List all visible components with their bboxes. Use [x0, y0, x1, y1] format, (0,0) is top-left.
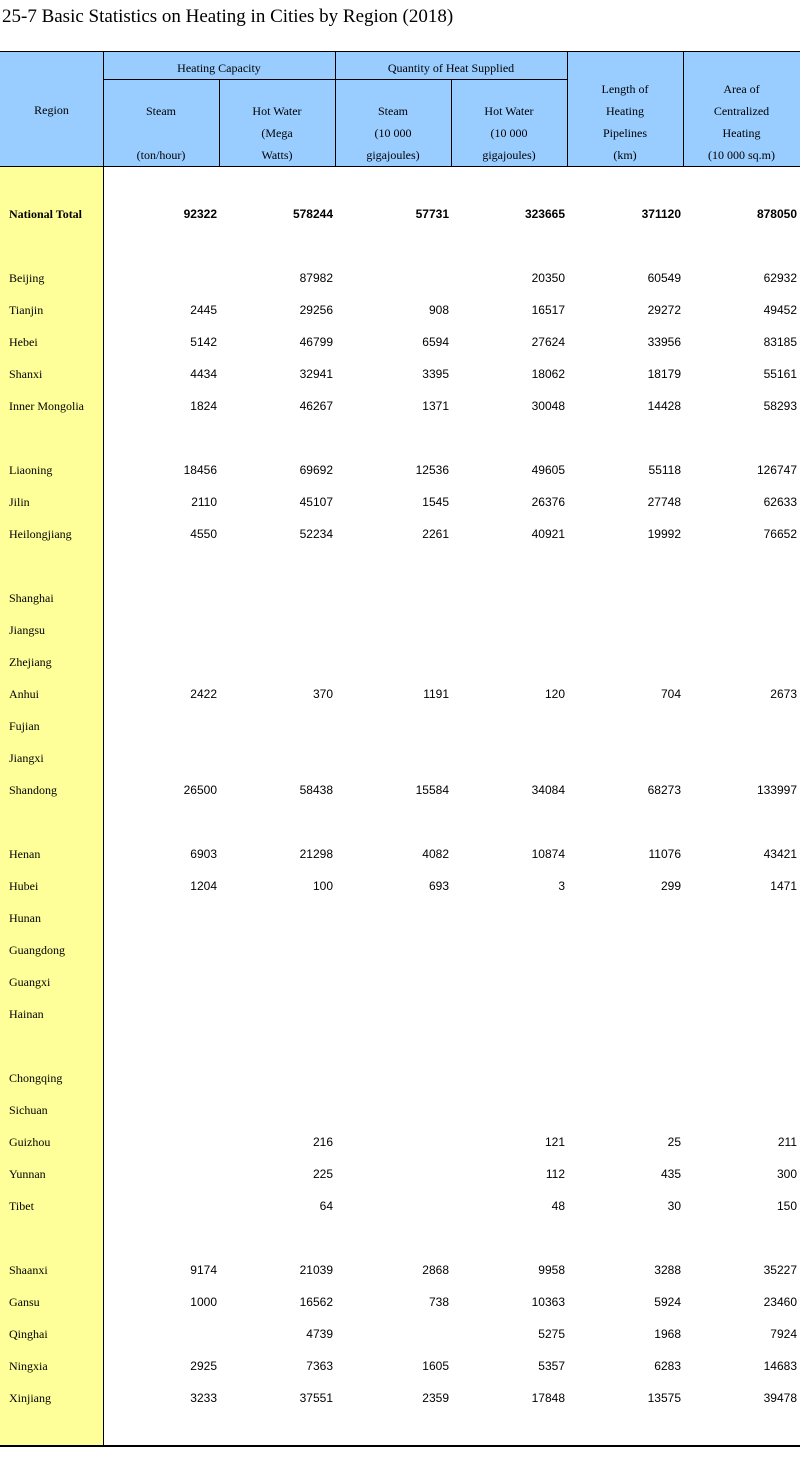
table-cell: 46799 [299, 335, 333, 349]
table-cell: 6903 [190, 847, 217, 861]
row-region-label: Shanghai [9, 591, 54, 605]
table-cell: 68273 [647, 783, 681, 797]
table-cell: 87982 [299, 271, 333, 285]
row-region-label: Qinghai [9, 1327, 48, 1341]
table-cell: 4550 [190, 527, 217, 541]
table-cell: 49452 [763, 303, 797, 317]
table-cell: 58438 [299, 783, 333, 797]
table-cell: 11076 [648, 847, 681, 861]
table-row [0, 1286, 800, 1318]
table-row [0, 998, 800, 1030]
table-row [0, 774, 800, 806]
table-cell: 12536 [415, 463, 449, 477]
table-row [0, 678, 800, 710]
row-region-label: Tibet [9, 1199, 34, 1213]
header-heating-area: Area of Centralized Heating (10 000 sq.m) [708, 82, 775, 162]
table-row [0, 1318, 800, 1350]
group-header-underline [103, 79, 567, 80]
table-cell: 30048 [531, 399, 565, 413]
row-region-label: Guangdong [9, 943, 65, 957]
table-cell: 21298 [299, 847, 333, 861]
table-cell: 15584 [415, 783, 449, 797]
row-region-label: Xinjiang [9, 1391, 51, 1405]
table-cell: 9174 [190, 1263, 217, 1277]
table-cell: 37551 [299, 1391, 333, 1405]
table-cell: 69692 [299, 463, 333, 477]
row-region-label: Hebei [9, 335, 38, 349]
row-region-label: Shaanxi [9, 1263, 48, 1277]
header-quantity-hot-water: Hot Water (10 000 gigajoules) [482, 104, 536, 162]
row-region-label: Ningxia [9, 1359, 48, 1373]
table-cell: 100 [312, 879, 333, 893]
table-cell: 57731 [415, 207, 449, 221]
table-cell: 26500 [183, 783, 217, 797]
page-title: 25-7 Basic Statistics on Heating in Cities by Region (2018) [2, 6, 454, 27]
table-cell: 14683 [763, 1359, 797, 1373]
table-cell: 121 [544, 1135, 565, 1149]
table-row [0, 1158, 800, 1190]
row-region-label: Zhejiang [9, 655, 52, 669]
table-cell: 64 [319, 1199, 333, 1213]
table-cell: 1605 [422, 1359, 449, 1373]
row-region-label: Jiangsu [9, 623, 45, 637]
header-group-heat-supplied: Quantity of Heat Supplied [387, 61, 515, 75]
table-cell: 76652 [763, 527, 797, 541]
table-cell: 10874 [531, 847, 565, 861]
table-cell: 112 [545, 1167, 565, 1181]
table-cell: 29272 [647, 303, 681, 317]
table-cell: 5357 [538, 1359, 565, 1373]
table-cell: 6594 [422, 335, 449, 349]
header-bottom-border [0, 166, 800, 167]
table-row [0, 742, 800, 774]
table-cell: 83185 [763, 335, 797, 349]
table-cell: 1824 [190, 399, 217, 413]
table-cell: 29256 [299, 303, 333, 317]
table-cell: 150 [776, 1199, 797, 1213]
table-row [0, 1350, 800, 1382]
table-row [0, 262, 800, 294]
table-cell: 1371 [422, 399, 449, 413]
table-cell: 33956 [647, 335, 681, 349]
row-region-label: Chongqing [9, 1071, 63, 1085]
table-cell: 693 [428, 879, 449, 893]
header-pipeline-length: Length of Heating Pipelines (km) [601, 82, 649, 162]
header-capacity-hot-water: Hot Water (Mega Watts) [252, 104, 302, 162]
table-cell: 19992 [647, 527, 681, 541]
table-row [0, 518, 800, 550]
table-row [0, 1094, 800, 1126]
table-cell: 49605 [531, 463, 565, 477]
table-cell: 1968 [654, 1327, 681, 1341]
table-cell: 908 [428, 303, 449, 317]
table-cell: 4739 [306, 1327, 333, 1341]
table-cell: 45107 [299, 495, 333, 509]
table-row [0, 1254, 800, 1286]
table-cell: 16562 [299, 1295, 333, 1309]
table-cell: 3288 [654, 1263, 681, 1277]
table-cell: 1191 [423, 687, 449, 701]
table-cell: 2673 [770, 687, 797, 701]
row-region-label: Anhui [9, 687, 39, 701]
row-region-label: Yunnan [9, 1167, 46, 1181]
table-cell: 58293 [763, 399, 797, 413]
table-row [0, 582, 800, 614]
table-cell: 10363 [531, 1295, 565, 1309]
table-cell: 1000 [190, 1295, 217, 1309]
table-cell: 40921 [531, 527, 565, 541]
table-cell: 435 [660, 1167, 681, 1181]
table-cell: 370 [312, 687, 333, 701]
table-cell: 371120 [641, 207, 681, 221]
table-cell: 3 [558, 879, 565, 893]
table-cell: 27624 [531, 335, 565, 349]
table-cell: 878050 [756, 207, 797, 221]
table-cell: 2359 [422, 1391, 449, 1405]
row-region-label: National Total [9, 207, 83, 221]
table-cell: 4082 [422, 847, 449, 861]
table-cell: 9958 [538, 1263, 565, 1277]
row-region-label: Gansu [9, 1295, 40, 1309]
row-region-label: Guizhou [9, 1135, 51, 1149]
row-region-label: Hunan [9, 911, 41, 925]
table-cell: 2261 [422, 527, 449, 541]
table-cell: 1545 [422, 495, 449, 509]
table-cell: 17848 [531, 1391, 565, 1405]
table-cell: 2110 [191, 495, 217, 509]
table-row [0, 390, 800, 422]
table-cell: 14428 [647, 399, 681, 413]
table-cell: 299 [660, 879, 681, 893]
header-capacity-steam: Steam (ton/hour) [136, 104, 186, 162]
row-region-label: Shandong [9, 783, 57, 797]
row-region-label: Fujian [9, 719, 40, 733]
table-bottom-border [0, 1445, 800, 1447]
table-cell: 5142 [190, 335, 217, 349]
table-cell: 3395 [422, 367, 449, 381]
row-region-label: Hubei [9, 879, 39, 893]
table-cell: 46267 [299, 399, 333, 413]
row-region-label: Henan [9, 847, 41, 861]
table-row [0, 1062, 800, 1094]
table-cell: 18062 [531, 367, 565, 381]
table-cell: 120 [544, 687, 565, 701]
table-cell: 225 [312, 1167, 333, 1181]
table-cell: 211 [777, 1135, 797, 1149]
table-row [0, 486, 800, 518]
table-row [0, 646, 800, 678]
table-cell: 52234 [299, 527, 333, 541]
table-cell: 323665 [524, 207, 565, 221]
table-cell: 1471 [770, 879, 797, 893]
header-quantity-steam: Steam (10 000 gigajoules) [366, 104, 420, 162]
table-cell: 35227 [763, 1263, 797, 1277]
table-cell: 738 [428, 1295, 449, 1309]
table-top-border [0, 51, 800, 52]
table-row [0, 710, 800, 742]
table-cell: 2868 [422, 1263, 449, 1277]
row-region-label: Beijing [9, 271, 45, 285]
row-region-label: Jilin [9, 495, 30, 509]
row-region-label: Tianjin [9, 303, 44, 317]
table-cell: 13575 [647, 1391, 681, 1405]
table-row [0, 1382, 800, 1414]
table-cell: 60549 [647, 271, 681, 285]
table-cell: 133997 [756, 783, 797, 797]
table-cell: 4434 [190, 367, 217, 381]
table-cell: 39478 [763, 1391, 797, 1405]
table-cell: 62932 [763, 271, 797, 285]
row-region-label: Jiangxi [9, 751, 44, 765]
table-cell: 7363 [306, 1359, 333, 1373]
table-row [0, 870, 800, 902]
table-cell: 27748 [647, 495, 681, 509]
table-cell: 48 [551, 1199, 565, 1213]
table-cell: 25 [667, 1135, 681, 1149]
table-cell: 55161 [763, 367, 797, 381]
row-region-label: Heilongjiang [9, 527, 72, 541]
table-row [0, 454, 800, 486]
table-row [0, 966, 800, 998]
table-row [0, 198, 800, 230]
table-row [0, 326, 800, 358]
table-cell: 2422 [190, 687, 217, 701]
table-cell: 7924 [770, 1327, 797, 1341]
table-row [0, 614, 800, 646]
table-cell: 92322 [183, 207, 217, 221]
table-cell: 18179 [647, 367, 681, 381]
table-cell: 23460 [763, 1295, 797, 1309]
table-cell: 43421 [763, 847, 797, 861]
table-cell: 32941 [299, 367, 333, 381]
table-cell: 578244 [292, 207, 333, 221]
header-region: Region [34, 103, 69, 117]
table-cell: 30 [667, 1199, 681, 1213]
table-cell: 2445 [190, 303, 217, 317]
table-cell: 16517 [531, 303, 565, 317]
table-cell: 55118 [648, 463, 681, 477]
table-cell: 2925 [190, 1359, 217, 1373]
table-cell: 5275 [538, 1327, 565, 1341]
header-group-heating-capacity: Heating Capacity [177, 61, 261, 75]
table-cell: 300 [776, 1167, 797, 1181]
table-row [0, 358, 800, 390]
table-cell: 20350 [531, 271, 565, 285]
table-row [0, 934, 800, 966]
table-cell: 3233 [190, 1391, 217, 1405]
table-row [0, 1126, 800, 1158]
table-cell: 6283 [654, 1359, 681, 1373]
row-region-label: Inner Mongolia [9, 399, 84, 413]
table-row [0, 1190, 800, 1222]
table-cell: 34084 [531, 783, 565, 797]
table-cell: 216 [312, 1135, 333, 1149]
table-row [0, 902, 800, 934]
row-region-label: Hainan [9, 1007, 44, 1021]
table-cell: 18456 [183, 463, 217, 477]
table-row [0, 838, 800, 870]
table-cell: 26376 [531, 495, 565, 509]
row-region-label: Shanxi [9, 367, 43, 381]
table-cell: 1204 [190, 879, 217, 893]
table-cell: 704 [660, 687, 681, 701]
row-region-label: Liaoning [9, 463, 53, 477]
table-cell: 21039 [299, 1263, 333, 1277]
table-cell: 62633 [763, 495, 797, 509]
table-cell: 126747 [756, 463, 797, 477]
table-cell: 5924 [654, 1295, 681, 1309]
row-region-label: Sichuan [9, 1103, 48, 1117]
row-region-label: Guangxi [9, 975, 51, 989]
table-row [0, 294, 800, 326]
